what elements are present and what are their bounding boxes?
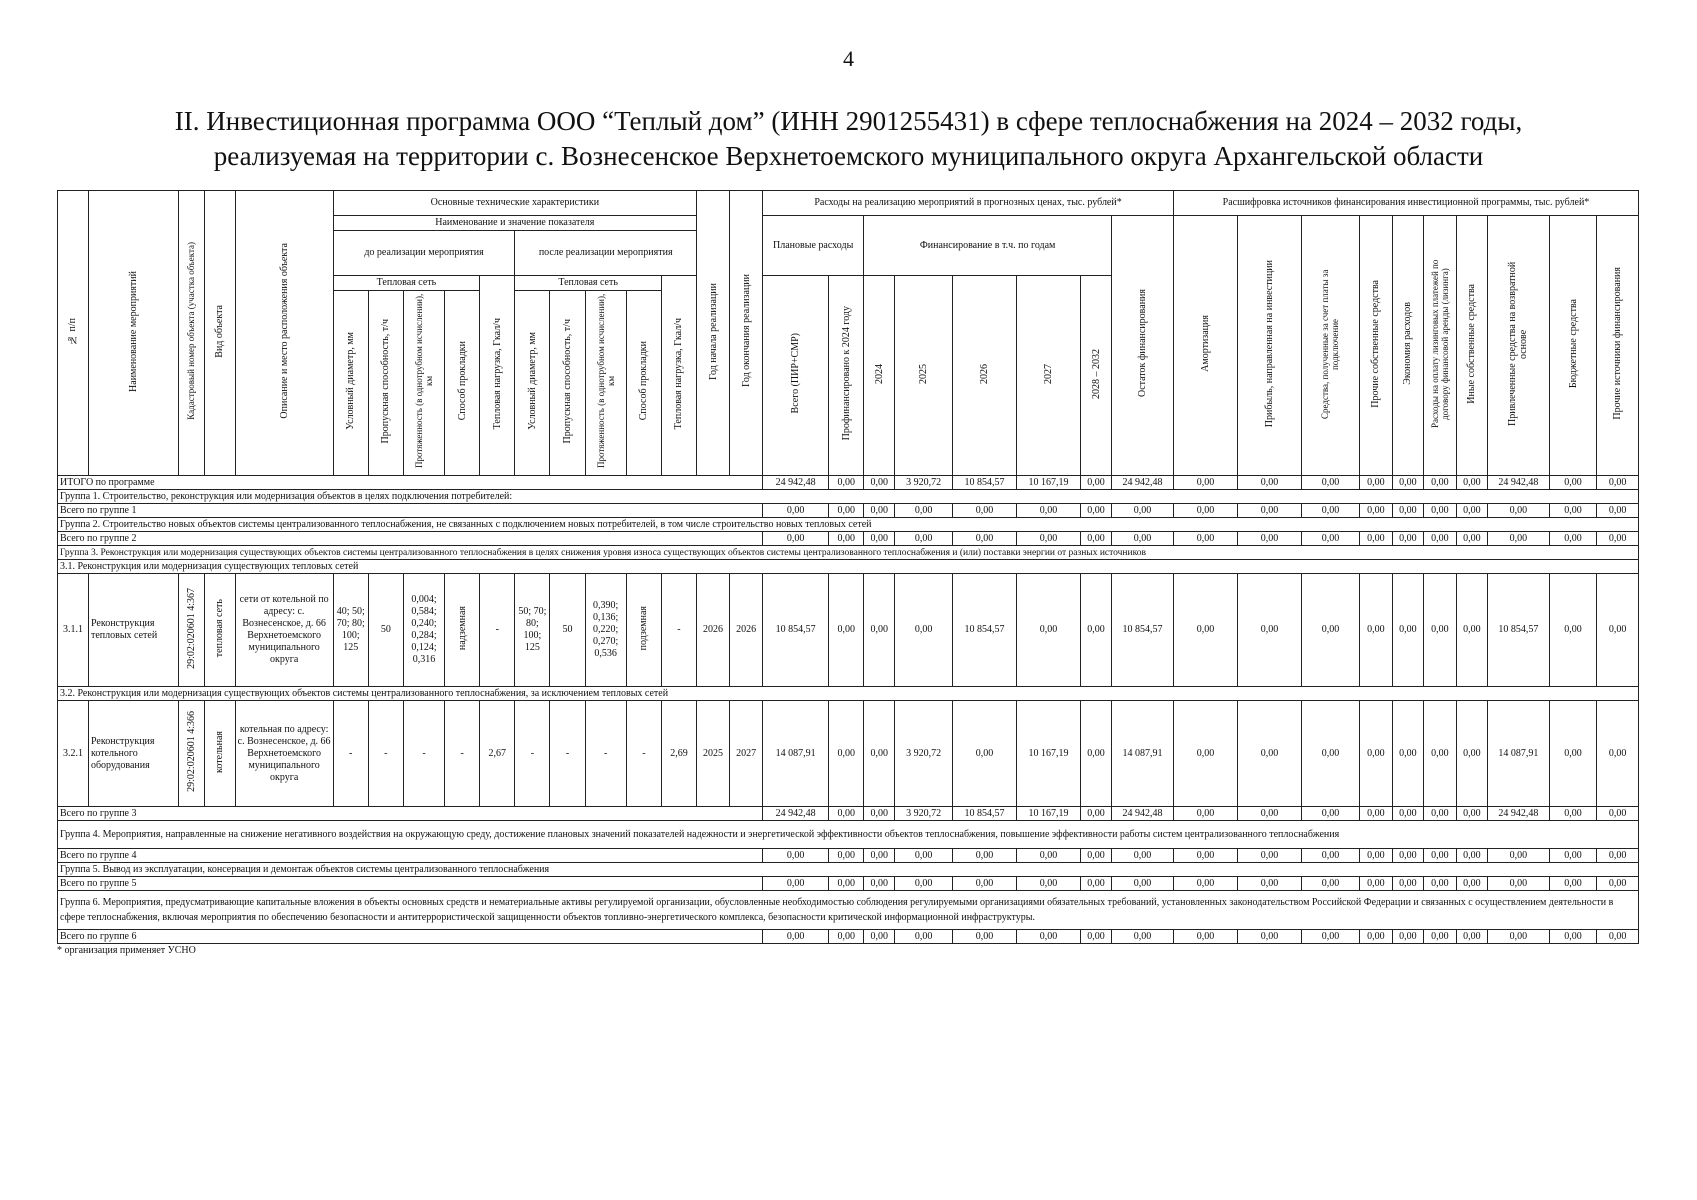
row-group5-total bbox=[58, 877, 1639, 891]
value-cell: 0,00 bbox=[1302, 532, 1360, 546]
cell-name: Реконструкция тепловых сетей bbox=[88, 574, 178, 687]
value-cell: 0,00 bbox=[1017, 574, 1081, 687]
value-cell: 10 167,19 bbox=[1017, 476, 1081, 490]
cell-d-before: 40; 50; 70; 80; 100; 125 bbox=[333, 574, 368, 687]
value-cell: 24 942,48 bbox=[1112, 476, 1174, 490]
value-cell: 24 942,48 bbox=[763, 807, 829, 821]
subgroup-title: 3.2. Реконструкция или модернизация существующих объектов системы централизованного теплоснабжения, за исключением тепловых сетей bbox=[58, 687, 1639, 701]
value-cell: 0,00 bbox=[763, 532, 829, 546]
value-cell: 24 942,48 bbox=[763, 476, 829, 490]
value-cell: 0,00 bbox=[1423, 532, 1456, 546]
row-total-program bbox=[58, 476, 1639, 490]
header-src-1: Прибыль, направленная на инвестиции bbox=[1238, 216, 1302, 476]
header-laying-after: Способ прокладки bbox=[626, 291, 661, 476]
header-diameter-before: Условный диаметр, мм bbox=[333, 291, 368, 476]
row-group2 bbox=[58, 518, 1639, 532]
value-cell: 0,00 bbox=[1423, 807, 1456, 821]
value-cell: 0,00 bbox=[1359, 504, 1392, 518]
value-cell: 0,00 bbox=[1359, 877, 1392, 891]
group-title: Группа 6. Мероприятия, предусматривающие капитальные вложения в объекты основных средств и нематериальные активы регулируемой организации, обусловленные необходимостью соблюдения регулируемыми организациями обязательных требований, установленных законодательством Российской Федерации и связанных с осуществлением деятельности в сфере теплоснабжения, включая мероприятия по обеспечению безопасности и антитеррористической защищенности объектов топливно-энергетического комплекса, безопасности критической информационной инфраструктуры. bbox=[58, 891, 1639, 930]
value-cell: 0,00 bbox=[1423, 574, 1456, 687]
value-cell: 0,00 bbox=[829, 877, 864, 891]
cell-description: сети от котельной по адресу: с. Вознесенское, д. 66 Верхнетоемского муниципального округа bbox=[235, 574, 333, 687]
value-cell: 0,00 bbox=[1112, 504, 1174, 518]
page-number: 4 bbox=[843, 46, 854, 71]
value-cell: 0,00 bbox=[1392, 849, 1423, 863]
value-cell: 10 854,57 bbox=[1112, 574, 1174, 687]
value-cell: 0,00 bbox=[864, 701, 895, 807]
header-by-years: Финансирование в т.ч. по годам bbox=[864, 216, 1112, 276]
header-year-end: Год окончания реализации bbox=[730, 191, 763, 476]
cell-cadastral: 29:02:020601 4:367 bbox=[178, 574, 204, 687]
value-cell: 0,00 bbox=[1456, 701, 1487, 807]
cell-load-after: - bbox=[661, 574, 696, 687]
value-cell: 0,00 bbox=[864, 476, 895, 490]
value-cell: 0,00 bbox=[1549, 574, 1596, 687]
value-cell: 10 854,57 bbox=[1487, 574, 1549, 687]
value-cell: 0,00 bbox=[1392, 701, 1423, 807]
document-title bbox=[40, 104, 1657, 174]
value-cell: 0,00 bbox=[1174, 849, 1238, 863]
cell-description: котельная по адресу: с. Вознесенское, д. 66 Верхнетоемского муниципального округа bbox=[235, 701, 333, 807]
cell-name: Реконструкция котельного оборудования bbox=[88, 701, 178, 807]
value-cell: 0,00 bbox=[1359, 930, 1392, 944]
value-cell: 0,00 bbox=[1017, 504, 1081, 518]
header-laying-before: Способ прокладки bbox=[445, 291, 480, 476]
cell-num: 3.1.1 bbox=[58, 574, 89, 687]
header-length-before: Протяженность (в однотрубном исчислении), км bbox=[403, 291, 444, 476]
value-cell: 0,00 bbox=[1112, 877, 1174, 891]
value-cell: 0,00 bbox=[1238, 930, 1302, 944]
header-description: Описание и место расположения объекта bbox=[235, 191, 333, 476]
value-cell: 0,00 bbox=[829, 930, 864, 944]
cell-load-after: 2,69 bbox=[661, 701, 696, 807]
value-cell: 0,00 bbox=[1597, 807, 1639, 821]
row-label: Всего по группе 2 bbox=[58, 532, 763, 546]
value-cell: 0,00 bbox=[1017, 849, 1081, 863]
value-cell: 0,00 bbox=[1302, 849, 1360, 863]
value-cell: 0,00 bbox=[1238, 877, 1302, 891]
value-cell: 0,00 bbox=[1081, 849, 1112, 863]
value-cell: 0,00 bbox=[1359, 532, 1392, 546]
row-group1-total bbox=[58, 504, 1639, 518]
value-cell: 3 920,72 bbox=[895, 701, 953, 807]
value-cell: 0,00 bbox=[1456, 476, 1487, 490]
value-cell: 0,00 bbox=[1174, 532, 1238, 546]
value-cell: 0,00 bbox=[1081, 574, 1112, 687]
value-cell: 0,00 bbox=[1174, 807, 1238, 821]
row-3-2-1 bbox=[58, 701, 1639, 807]
value-cell: 10 854,57 bbox=[953, 807, 1017, 821]
value-cell: 24 942,48 bbox=[1487, 476, 1549, 490]
header-name: Наименование мероприятий bbox=[88, 191, 178, 476]
header-load-after: Тепловая нагрузка, Гкал/ч bbox=[661, 276, 696, 476]
value-cell: 0,00 bbox=[763, 849, 829, 863]
header-src-8: Бюджетные средства bbox=[1549, 216, 1596, 476]
cell-len-after: 0,390; 0,136; 0,220; 0,270; 0,536 bbox=[585, 574, 626, 687]
value-cell: 0,00 bbox=[763, 877, 829, 891]
value-cell: 10 167,19 bbox=[1017, 807, 1081, 821]
value-cell: 0,00 bbox=[1487, 504, 1549, 518]
value-cell: 0,00 bbox=[1112, 532, 1174, 546]
cell-num: 3.2.1 bbox=[58, 701, 89, 807]
value-cell: 0,00 bbox=[1359, 701, 1392, 807]
value-cell: 0,00 bbox=[1302, 877, 1360, 891]
header-2024: 2024 bbox=[864, 276, 895, 476]
value-cell: 0,00 bbox=[829, 701, 864, 807]
row-label: Всего по группе 5 bbox=[58, 877, 763, 891]
cell-year-end: 2026 bbox=[730, 574, 763, 687]
value-cell: 0,00 bbox=[895, 574, 953, 687]
value-cell: 0,00 bbox=[1597, 504, 1639, 518]
value-cell: 0,00 bbox=[1302, 574, 1360, 687]
value-cell: 0,00 bbox=[1597, 930, 1639, 944]
value-cell: 0,00 bbox=[1392, 532, 1423, 546]
header-num: № п/п bbox=[58, 191, 89, 476]
row-label: Всего по группе 4 bbox=[58, 849, 763, 863]
value-cell: 0,00 bbox=[1081, 877, 1112, 891]
value-cell: 0,00 bbox=[895, 504, 953, 518]
row-group5 bbox=[58, 863, 1639, 877]
header-sources: Расшифровка источников финансирования инвестиционной программы, тыс. рублей* bbox=[1174, 191, 1639, 216]
value-cell: 0,00 bbox=[1081, 504, 1112, 518]
value-cell: 0,00 bbox=[1597, 532, 1639, 546]
cell-cadastral: 29:02:020601 4:366 bbox=[178, 701, 204, 807]
value-cell: 0,00 bbox=[1238, 504, 1302, 518]
row-label: Всего по группе 6 bbox=[58, 930, 763, 944]
value-cell: 0,00 bbox=[1456, 504, 1487, 518]
value-cell: 0,00 bbox=[1597, 877, 1639, 891]
investment-program-table bbox=[57, 190, 1639, 944]
cell-year-start: 2026 bbox=[697, 574, 730, 687]
value-cell: 0,00 bbox=[1238, 807, 1302, 821]
value-cell: 0,00 bbox=[1017, 877, 1081, 891]
title-line-1: II. Инвестиционная программа ООО “Теплый дом” (ИНН 2901255431) в сфере теплоснабжения на 2024 – 2032 годы, bbox=[174, 106, 1523, 136]
cell-lay-after: - bbox=[626, 701, 661, 807]
header-2025: 2025 bbox=[895, 276, 953, 476]
value-cell: 0,00 bbox=[1487, 877, 1549, 891]
value-cell: 0,00 bbox=[1423, 877, 1456, 891]
cell-cap-after: 50 bbox=[550, 574, 585, 687]
value-cell: 0,00 bbox=[1487, 849, 1549, 863]
header-capacity-before: Пропускная способность, т/ч bbox=[368, 291, 403, 476]
value-cell: 0,00 bbox=[1549, 504, 1596, 518]
value-cell: 0,00 bbox=[1238, 574, 1302, 687]
value-cell: 0,00 bbox=[1597, 574, 1639, 687]
value-cell: 0,00 bbox=[1549, 877, 1596, 891]
value-cell: 0,00 bbox=[1174, 930, 1238, 944]
value-cell: 0,00 bbox=[829, 476, 864, 490]
cell-len-before: - bbox=[403, 701, 444, 807]
header-after: после реализации мероприятия bbox=[515, 231, 697, 276]
header-src-2: Средства, полученные за счет платы за подключение bbox=[1302, 216, 1360, 476]
header-2026: 2026 bbox=[953, 276, 1017, 476]
value-cell: 0,00 bbox=[1392, 504, 1423, 518]
value-cell: 10 854,57 bbox=[763, 574, 829, 687]
value-cell: 0,00 bbox=[895, 849, 953, 863]
value-cell: 0,00 bbox=[1392, 930, 1423, 944]
value-cell: 24 942,48 bbox=[1487, 807, 1549, 821]
value-cell: 0,00 bbox=[1302, 930, 1360, 944]
header-load-before: Тепловая нагрузка, Гкал/ч bbox=[480, 276, 515, 476]
cell-kind: котельная bbox=[204, 701, 235, 807]
value-cell: 0,00 bbox=[1359, 476, 1392, 490]
cell-load-before: - bbox=[480, 574, 515, 687]
value-cell: 0,00 bbox=[1174, 574, 1238, 687]
value-cell: 0,00 bbox=[1423, 849, 1456, 863]
header-cadastral: Кадастровый номер объекта (участка объекта) bbox=[178, 191, 204, 476]
header-2027: 2027 bbox=[1017, 276, 1081, 476]
header-heat-net-before: Тепловая сеть bbox=[333, 276, 480, 291]
value-cell: 0,00 bbox=[1423, 701, 1456, 807]
value-cell: 0,00 bbox=[864, 574, 895, 687]
value-cell: 0,00 bbox=[1174, 504, 1238, 518]
value-cell: 0,00 bbox=[1302, 701, 1360, 807]
value-cell: 0,00 bbox=[829, 532, 864, 546]
cell-lay-after: подземная bbox=[626, 574, 661, 687]
cell-len-before: 0,004; 0,584; 0,240; 0,284; 0,124; 0,316 bbox=[403, 574, 444, 687]
value-cell: 0,00 bbox=[864, 849, 895, 863]
header-heat-net-after: Тепловая сеть bbox=[515, 276, 662, 291]
header-capacity-after: Пропускная способность, т/ч bbox=[550, 291, 585, 476]
value-cell: 14 087,91 bbox=[1487, 701, 1549, 807]
value-cell: 0,00 bbox=[1456, 574, 1487, 687]
value-cell: 0,00 bbox=[763, 930, 829, 944]
value-cell: 0,00 bbox=[953, 849, 1017, 863]
value-cell: 0,00 bbox=[829, 574, 864, 687]
header-2028: 2028 – 2032 bbox=[1081, 276, 1112, 476]
header-src-6: Иные собственные средства bbox=[1456, 216, 1487, 476]
value-cell: 0,00 bbox=[1392, 476, 1423, 490]
value-cell: 0,00 bbox=[1456, 930, 1487, 944]
value-cell: 0,00 bbox=[953, 504, 1017, 518]
value-cell: 0,00 bbox=[1487, 532, 1549, 546]
header-planned: Плановые расходы bbox=[763, 216, 864, 276]
row-sub31 bbox=[58, 560, 1639, 574]
value-cell: 10 167,19 bbox=[1017, 701, 1081, 807]
value-cell: 0,00 bbox=[953, 930, 1017, 944]
row-label: Всего по группе 3 bbox=[58, 807, 763, 821]
row-group2-total bbox=[58, 532, 1639, 546]
header-indicator: Наименование и значение показателя bbox=[333, 216, 696, 231]
value-cell: 0,00 bbox=[1549, 930, 1596, 944]
row-group4-total bbox=[58, 849, 1639, 863]
group-title: Группа 5. Вывод из эксплуатации, консервация и демонтаж объектов системы централизованного теплоснабжения bbox=[58, 863, 1639, 877]
header-src-7: Привлеченные средства на возвратной основе bbox=[1487, 216, 1549, 476]
value-cell: 14 087,91 bbox=[763, 701, 829, 807]
value-cell: 0,00 bbox=[1081, 532, 1112, 546]
investment-table-wrapper bbox=[57, 190, 1639, 956]
value-cell: 0,00 bbox=[1549, 807, 1596, 821]
cell-year-end: 2027 bbox=[730, 701, 763, 807]
value-cell: 0,00 bbox=[1549, 849, 1596, 863]
cell-cap-before: - bbox=[368, 701, 403, 807]
value-cell: 0,00 bbox=[1549, 476, 1596, 490]
value-cell: 0,00 bbox=[953, 532, 1017, 546]
header-diameter-after: Условный диаметр, мм bbox=[515, 291, 550, 476]
value-cell: 0,00 bbox=[864, 877, 895, 891]
row-3-1-1 bbox=[58, 574, 1639, 687]
value-cell: 10 854,57 bbox=[953, 574, 1017, 687]
cell-cap-after: - bbox=[550, 701, 585, 807]
header-src-5: Расходы на оплату лизинговых платежей по договору финансовой аренды (лизинга) bbox=[1423, 216, 1456, 476]
group-title: Группа 1. Строительство, реконструкция или модернизация объектов в целях подключения потребителей: bbox=[58, 490, 1639, 504]
value-cell: 0,00 bbox=[1081, 807, 1112, 821]
cell-year-start: 2025 bbox=[697, 701, 730, 807]
row-group6 bbox=[58, 891, 1639, 930]
row-group3 bbox=[58, 546, 1639, 560]
value-cell: 0,00 bbox=[895, 877, 953, 891]
cell-d-before: - bbox=[333, 701, 368, 807]
value-cell: 0,00 bbox=[864, 532, 895, 546]
value-cell: 0,00 bbox=[1238, 476, 1302, 490]
group-title: Группа 3. Реконструкция или модернизация существующих объектов системы централизованного теплоснабжения в целях снижения уровня износа существующих объектов системы централизованного теплоснабжения и (или) поставки энергии от разных источников bbox=[58, 546, 1639, 560]
group-title: Группа 2. Строительство новых объектов системы централизованного теплоснабжения, не связанных с подключением новых потребителей, в том числе строительство новых тепловых сетей bbox=[58, 518, 1639, 532]
value-cell: 0,00 bbox=[763, 504, 829, 518]
header-kind: Вид объекта bbox=[204, 191, 235, 476]
value-cell: 0,00 bbox=[1392, 807, 1423, 821]
header-year-start: Год начала реализации bbox=[697, 191, 730, 476]
cell-load-before: 2,67 bbox=[480, 701, 515, 807]
value-cell: 0,00 bbox=[829, 849, 864, 863]
value-cell: 3 920,72 bbox=[895, 476, 953, 490]
value-cell: 0,00 bbox=[864, 504, 895, 518]
value-cell: 0,00 bbox=[1456, 532, 1487, 546]
value-cell: 0,00 bbox=[1174, 476, 1238, 490]
value-cell: 0,00 bbox=[1359, 807, 1392, 821]
value-cell: 0,00 bbox=[953, 701, 1017, 807]
value-cell: 0,00 bbox=[1112, 849, 1174, 863]
value-cell: 0,00 bbox=[1302, 476, 1360, 490]
value-cell: 0,00 bbox=[1597, 476, 1639, 490]
value-cell: 0,00 bbox=[1081, 476, 1112, 490]
cell-cap-before: 50 bbox=[368, 574, 403, 687]
row-label: ИТОГО по программе bbox=[58, 476, 763, 490]
value-cell: 0,00 bbox=[829, 504, 864, 518]
value-cell: 0,00 bbox=[1423, 476, 1456, 490]
row-sub32 bbox=[58, 687, 1639, 701]
value-cell: 0,00 bbox=[1392, 574, 1423, 687]
cell-d-after: 50; 70; 80; 100; 125 bbox=[515, 574, 550, 687]
header-src-4: Экономия расходов bbox=[1392, 216, 1423, 476]
header-before: до реализации мероприятия bbox=[333, 231, 515, 276]
value-cell: 0,00 bbox=[1392, 877, 1423, 891]
header-row-1 bbox=[58, 191, 1639, 216]
value-cell: 0,00 bbox=[1423, 504, 1456, 518]
row-group1 bbox=[58, 490, 1639, 504]
header-total: Всего (ПИР+СМР) bbox=[763, 276, 829, 476]
value-cell: 0,00 bbox=[1456, 807, 1487, 821]
header-tech: Основные технические характеристики bbox=[333, 191, 696, 216]
value-cell: 0,00 bbox=[1597, 849, 1639, 863]
value-cell: 0,00 bbox=[1238, 532, 1302, 546]
header-src-0: Амортизация bbox=[1174, 216, 1238, 476]
value-cell: 0,00 bbox=[1081, 701, 1112, 807]
header-financed: Профинансировано к 2024 году bbox=[829, 276, 864, 476]
header-remainder: Остаток финансирования bbox=[1112, 216, 1174, 476]
subgroup-title: 3.1. Реконструкция или модернизация существующих тепловых сетей bbox=[58, 560, 1639, 574]
value-cell: 0,00 bbox=[1549, 701, 1596, 807]
value-cell: 0,00 bbox=[1359, 574, 1392, 687]
value-cell: 0,00 bbox=[1456, 849, 1487, 863]
value-cell: 0,00 bbox=[1238, 701, 1302, 807]
value-cell: 0,00 bbox=[829, 807, 864, 821]
value-cell: 3 920,72 bbox=[895, 807, 953, 821]
group-title: Группа 4. Мероприятия, направленные на снижение негативного воздействия на окружающую среду, достижение плановых значений показателей надежности и энергетической эффективности объектов теплоснабжения, повышение эффективности работы систем централизованного теплоснабжения bbox=[58, 821, 1639, 849]
row-label: Всего по группе 1 bbox=[58, 504, 763, 518]
header-costs: Расходы на реализацию мероприятий в прогнозных ценах, тыс. рублей* bbox=[763, 191, 1174, 216]
value-cell: 0,00 bbox=[1359, 849, 1392, 863]
value-cell: 0,00 bbox=[1423, 930, 1456, 944]
value-cell: 0,00 bbox=[864, 807, 895, 821]
value-cell: 0,00 bbox=[1549, 532, 1596, 546]
value-cell: 10 854,57 bbox=[953, 476, 1017, 490]
cell-lay-before: - bbox=[445, 701, 480, 807]
cell-d-after: - bbox=[515, 701, 550, 807]
value-cell: 0,00 bbox=[1081, 930, 1112, 944]
header-length-after: Протяженность (в однотрубном исчислении), км bbox=[585, 291, 626, 476]
header-src-9: Прочие источники финансирования bbox=[1597, 216, 1639, 476]
value-cell: 0,00 bbox=[864, 930, 895, 944]
row-group3-total bbox=[58, 807, 1639, 821]
value-cell: 14 087,91 bbox=[1112, 701, 1174, 807]
title-line-2: реализуемая на территории с. Вознесенское Верхнетоемского муниципального округа Архангельской области bbox=[213, 141, 1484, 171]
value-cell: 0,00 bbox=[1238, 849, 1302, 863]
value-cell: 0,00 bbox=[1112, 930, 1174, 944]
value-cell: 0,00 bbox=[1597, 701, 1639, 807]
cell-lay-before: надземная bbox=[445, 574, 480, 687]
footnote: * организация применяет УСНО bbox=[57, 945, 196, 956]
cell-kind: тепловая сеть bbox=[204, 574, 235, 687]
value-cell: 0,00 bbox=[953, 877, 1017, 891]
cell-len-after: - bbox=[585, 701, 626, 807]
row-group6-total bbox=[58, 930, 1639, 944]
header-src-3: Прочие собственные средства bbox=[1359, 216, 1392, 476]
value-cell: 0,00 bbox=[895, 930, 953, 944]
value-cell: 0,00 bbox=[1174, 701, 1238, 807]
value-cell: 0,00 bbox=[1302, 504, 1360, 518]
value-cell: 0,00 bbox=[1017, 930, 1081, 944]
value-cell: 0,00 bbox=[1174, 877, 1238, 891]
value-cell: 0,00 bbox=[1487, 930, 1549, 944]
value-cell: 24 942,48 bbox=[1112, 807, 1174, 821]
value-cell: 0,00 bbox=[1017, 532, 1081, 546]
value-cell: 0,00 bbox=[1302, 807, 1360, 821]
value-cell: 0,00 bbox=[1456, 877, 1487, 891]
value-cell: 0,00 bbox=[895, 532, 953, 546]
row-group4 bbox=[58, 821, 1639, 849]
